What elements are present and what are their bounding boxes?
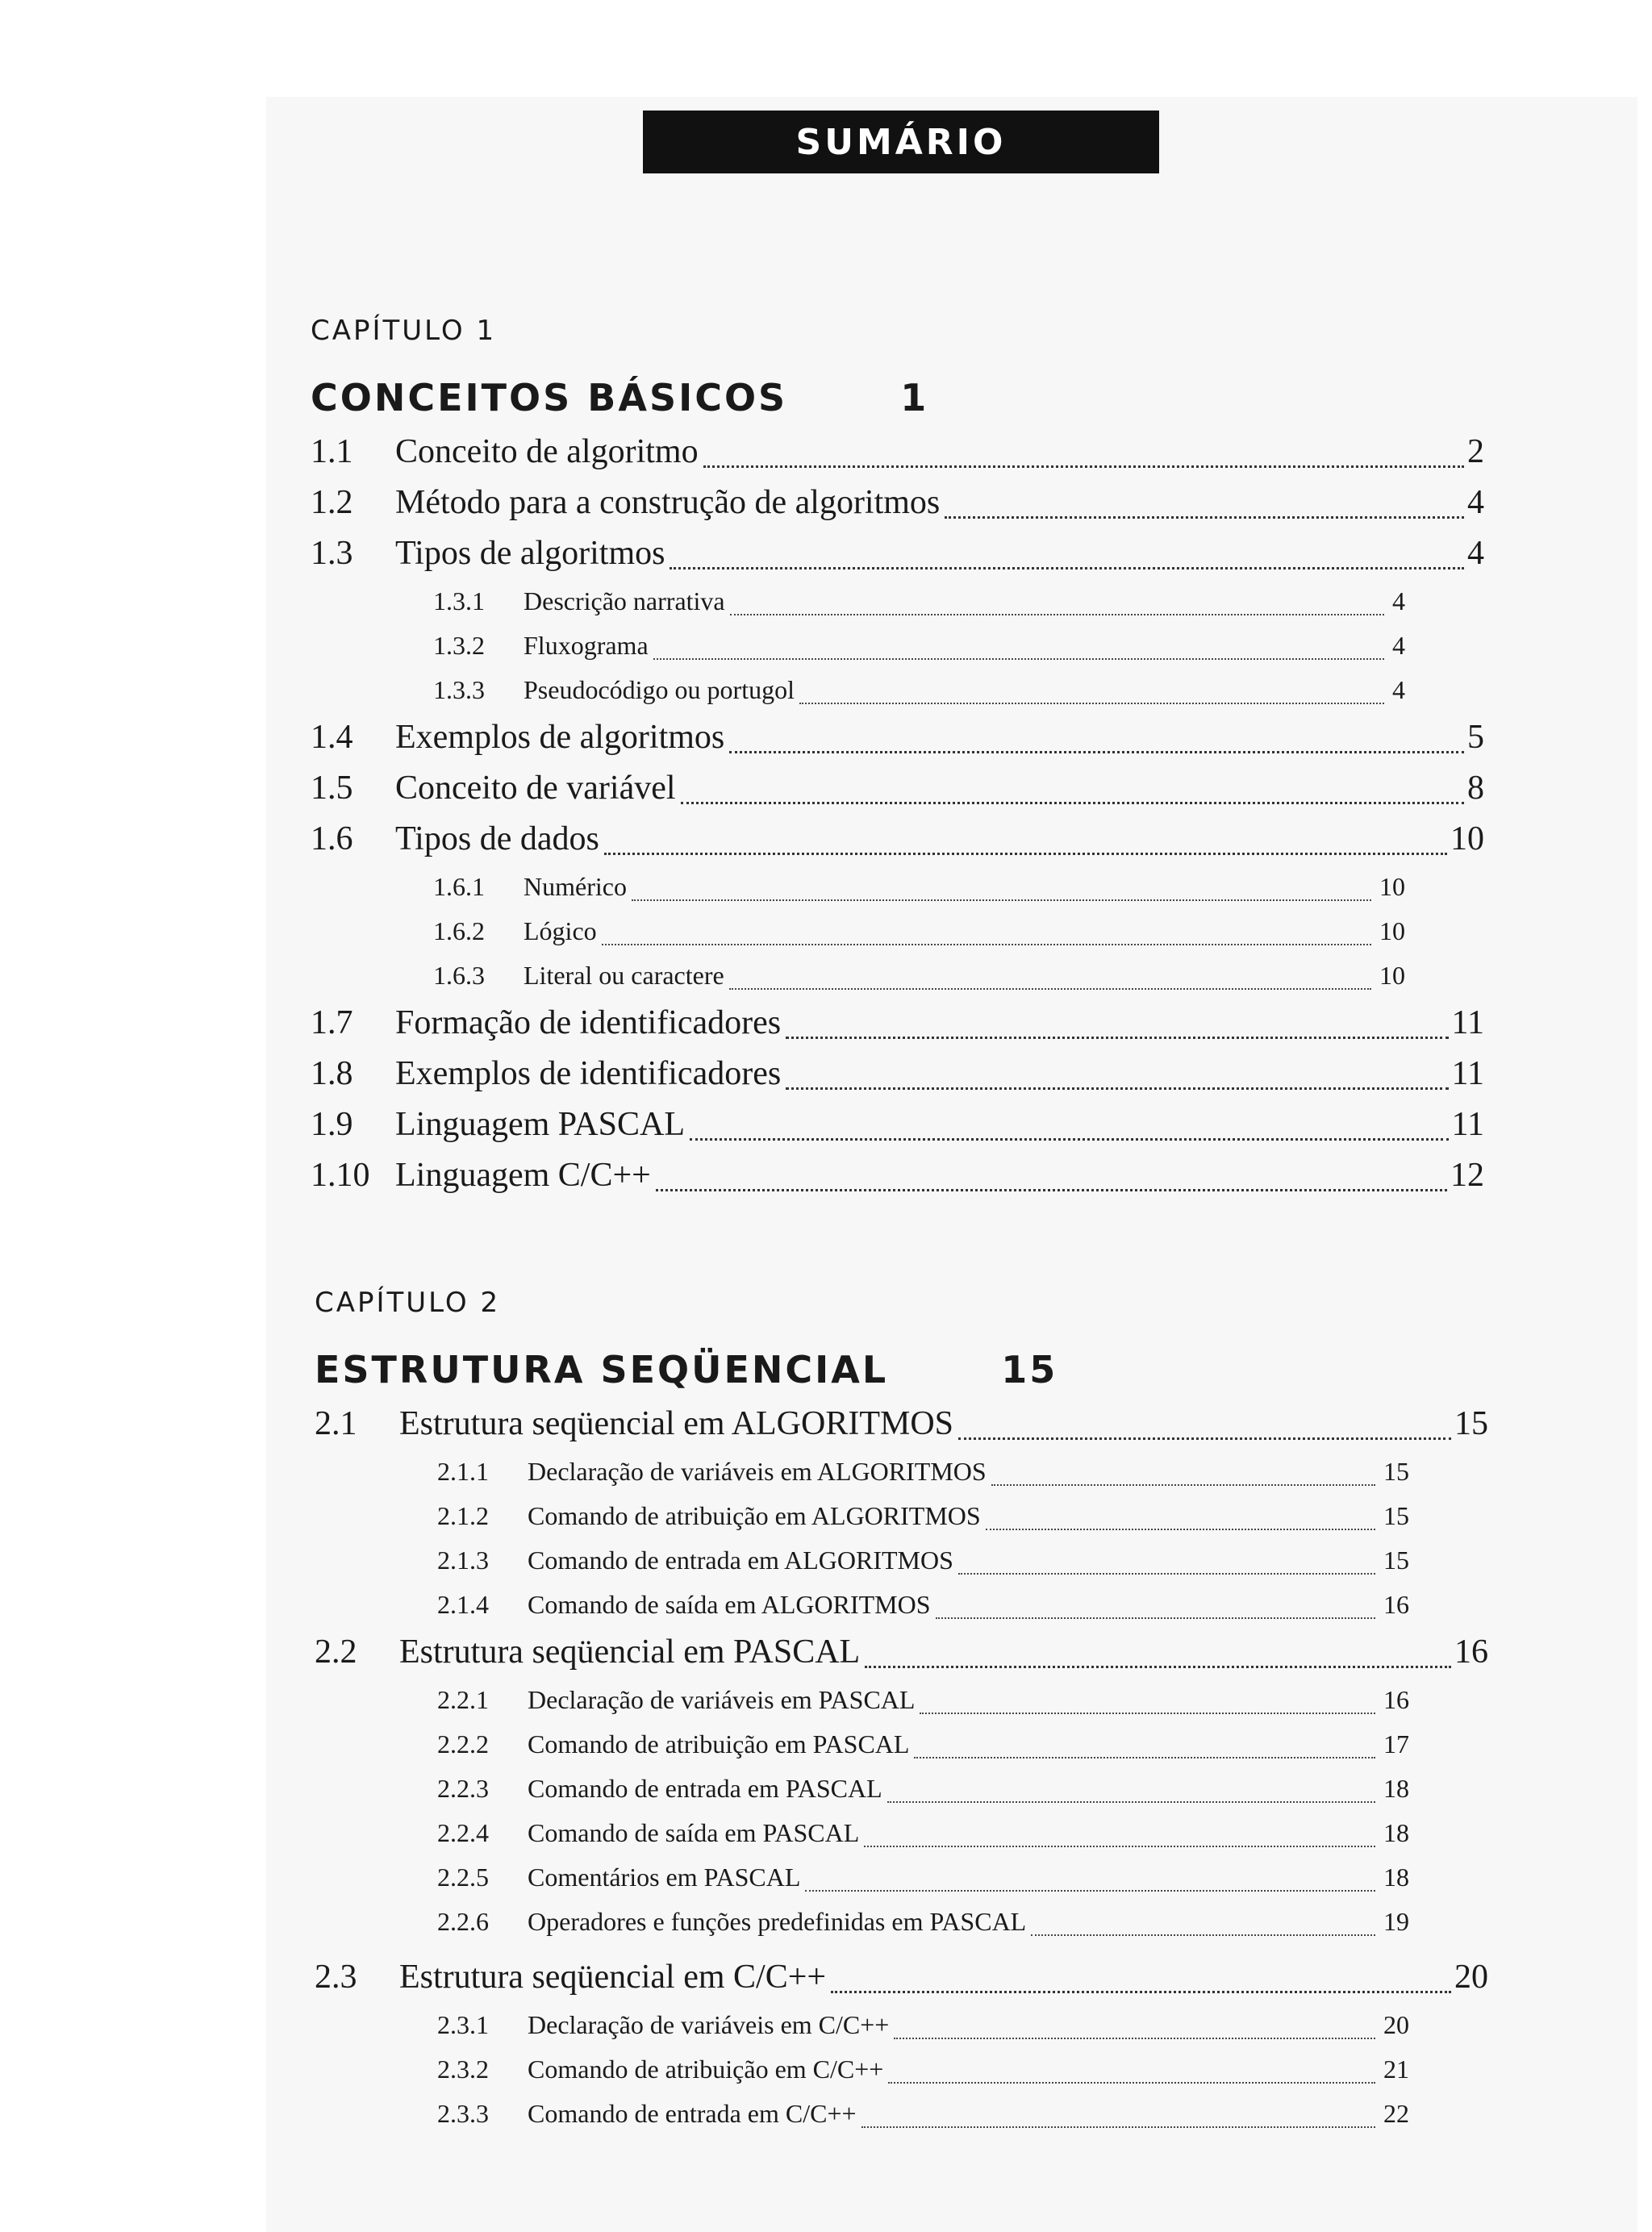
entry-page: 4 [1467,484,1484,521]
subentry-number: 1.3.1 [433,586,485,615]
subentry-title: Fluxograma [524,631,649,660]
toc-subentry[interactable] [437,1538,1409,1583]
subentry-page: 16 [1383,1685,1409,1714]
subentry-title: Comando de entrada em PASCAL [528,1774,882,1803]
chapter-title-text: ESTRUTURA SEQÜENCIAL [315,1348,889,1391]
dot-leader [786,1087,1448,1090]
summary-header [643,111,1159,173]
subentry-title: Declaração de variáveis em C/C++ [528,2010,890,2039]
chapter-1 [311,311,1521,1201]
toc-subentry[interactable] [437,1678,1409,1722]
dot-leader [656,1188,1447,1191]
subentry-number: 2.1.1 [437,1457,489,1486]
entry-title: Linguagem PASCAL [395,1106,685,1143]
entry-title: Estrutura seqüencial em C/C++ [399,1959,827,1996]
subentry-title: Descrição narrativa [524,586,725,615]
dot-leader [786,1036,1448,1039]
entry-title: Estrutura seqüencial em ALGORITMOS [399,1405,954,1442]
dot-leader [888,2081,1375,2084]
toc-subentry[interactable] [437,1811,1409,1855]
dot-leader [730,613,1384,615]
subentry-title: Comando de saída em ALGORITMOS [528,1590,931,1619]
subentry-number: 1.3.3 [433,675,485,704]
dot-leader [861,2126,1375,2128]
chapter-label: CAPÍTULO 1 [311,315,497,347]
toc-entry[interactable] [315,1627,1488,1678]
toc-subentry[interactable] [433,865,1405,909]
chapter-title [311,373,1521,422]
subentry-number: 2.1.4 [437,1590,489,1619]
chapter-label: CAPÍTULO 2 [315,1287,501,1319]
subentry-number: 2.3.1 [437,2010,489,2039]
toc-entry[interactable] [315,1399,1488,1450]
dot-leader [958,1572,1375,1575]
entry-number: 2.3 [315,1959,357,1996]
entry-title: Exemplos de algoritmos [395,719,725,756]
entry-number: 1.6 [311,820,353,857]
subentry-title: Literal ou caractere [524,961,724,990]
entry-page: 5 [1467,719,1484,756]
toc-entry[interactable] [315,1952,1488,2003]
dot-leader [653,657,1384,660]
toc-entry[interactable] [311,712,1484,763]
entry-number: 1.8 [311,1055,353,1092]
toc-entry[interactable] [311,1099,1484,1150]
chapter-title-text: CONCEITOS BÁSICOS [311,376,788,419]
toc-subentry[interactable] [437,2092,1409,2136]
dot-leader [681,801,1464,804]
entry-page: 11 [1451,1004,1484,1041]
toc-entry[interactable] [311,763,1484,814]
subentry-title: Pseudocódigo ou portugol [524,675,795,704]
subentry-page: 10 [1379,916,1405,945]
dot-leader [936,1617,1376,1619]
subentry-page: 15 [1383,1546,1409,1575]
toc-subentry[interactable] [437,1583,1409,1627]
subentry-page: 18 [1383,1863,1409,1892]
entry-page: 11 [1451,1055,1484,1092]
chapter-2 [315,1283,1525,2136]
subentry-page: 10 [1379,872,1405,901]
subentry-title: Comando de entrada em C/C++ [528,2099,857,2128]
subentry-number: 1.3.2 [433,631,485,660]
dot-leader [914,1756,1375,1758]
entry-page: 2 [1467,433,1484,470]
subentry-page: 10 [1379,961,1405,990]
entry-number: 1.3 [311,535,353,572]
subentry-number: 2.1.3 [437,1546,489,1575]
entry-title: Estrutura seqüencial em PASCAL [399,1633,861,1671]
chapter-title [315,1345,1525,1394]
subentry-page: 15 [1383,1457,1409,1486]
entry-title: Exemplos de identificadores [395,1055,782,1092]
dot-leader [729,750,1464,753]
dot-leader [703,465,1464,468]
dot-leader [799,702,1384,704]
dot-leader [991,1483,1375,1486]
subentry-title: Declaração de variáveis em ALGORITMOS [528,1457,987,1486]
entry-number: 1.2 [311,484,353,521]
subentry-page: 17 [1383,1729,1409,1758]
entry-title: Conceito de variável [395,770,676,807]
subentry-page: 22 [1383,2099,1409,2128]
dot-leader [920,1712,1375,1714]
toc-subentry[interactable] [437,1767,1409,1811]
entry-page: 20 [1454,1959,1488,1996]
entry-page: 11 [1451,1106,1484,1143]
subentry-title: Lógico [524,916,597,945]
chapter-page: 1 [900,376,929,419]
entry-number: 2.1 [315,1405,357,1442]
subentry-number: 2.2.5 [437,1863,489,1892]
toc-subentry[interactable] [433,624,1405,668]
dot-leader [865,1665,1451,1668]
subentry-number: 2.3.3 [437,2099,489,2128]
dot-leader [831,1990,1451,1993]
toc-subentry[interactable] [437,1855,1409,1900]
entry-number: 1.1 [311,433,353,470]
toc-entry[interactable] [311,1049,1484,1099]
entry-number: 2.2 [315,1633,357,1671]
entry-title: Tipos de algoritmos [395,535,665,572]
dot-leader [604,852,1447,855]
toc-entry[interactable] [311,1150,1484,1201]
dot-leader [1031,1934,1375,1936]
subentry-number: 2.2.6 [437,1907,489,1936]
dot-leader [670,566,1464,569]
subentry-title: Comentários em PASCAL [528,1863,801,1892]
subentry-page: 4 [1392,586,1405,615]
dot-leader [894,2037,1375,2039]
subentry-number: 1.6.3 [433,961,485,990]
toc-subentry[interactable] [437,2047,1409,2092]
dot-leader [945,515,1464,519]
subentry-title: Operadores e funções predefinidas em PASCAL [528,1907,1027,1936]
dot-leader [958,1437,1451,1440]
subentry-page: 15 [1383,1501,1409,1530]
entry-page: 12 [1450,1157,1484,1194]
subentry-page: 20 [1383,2010,1409,2039]
toc-entry[interactable] [311,998,1484,1049]
entry-number: 1.9 [311,1106,353,1143]
entry-page: 8 [1467,770,1484,807]
entry-title: Tipos de dados [395,820,599,857]
subentry-number: 2.2.3 [437,1774,489,1803]
chapter-page: 15 [1001,1348,1058,1391]
entry-number: 1.10 [311,1157,370,1194]
toc-subentry[interactable] [433,953,1405,998]
subentry-title: Comando de saída em PASCAL [528,1818,860,1847]
toc-subentry[interactable] [437,1722,1409,1767]
subentry-page: 16 [1383,1590,1409,1619]
toc-subentry[interactable] [437,1900,1409,1944]
dot-leader [632,899,1371,901]
entry-title: Conceito de algoritmo [395,433,699,470]
toc-subentry[interactable] [437,1450,1409,1494]
subentry-number: 2.2.2 [437,1729,489,1758]
subentry-title: Comando de atribuição em C/C++ [528,2055,884,2084]
subentry-title: Comando de atribuição em PASCAL [528,1729,910,1758]
toc-subentry[interactable] [433,668,1405,712]
entry-title: Formação de identificadores [395,1004,782,1041]
subentry-title: Comando de atribuição em ALGORITMOS [528,1501,981,1530]
entry-title: Método para a construção de algoritmos [395,484,941,521]
subentry-title: Comando de entrada em ALGORITMOS [528,1546,953,1575]
toc-subentry[interactable] [433,579,1405,624]
dot-leader [887,1800,1375,1803]
dot-leader [602,943,1371,945]
entry-title: Linguagem C/C++ [395,1157,651,1194]
entry-page: 10 [1450,820,1484,857]
subentry-title: Declaração de variáveis em PASCAL [528,1685,916,1714]
dot-leader [986,1528,1375,1530]
toc-subentry[interactable] [437,1494,1409,1538]
subentry-page: 18 [1383,1774,1409,1803]
subentry-number: 2.2.1 [437,1685,489,1714]
dot-leader [805,1889,1375,1892]
subentry-number: 2.3.2 [437,2055,489,2084]
dot-leader [690,1137,1449,1141]
entry-number: 1.7 [311,1004,353,1041]
toc-entry[interactable] [311,528,1484,579]
entry-number: 1.4 [311,719,353,756]
entry-page: 4 [1467,535,1484,572]
toc-entry[interactable] [311,478,1484,528]
subentry-page: 4 [1392,631,1405,660]
subentry-page: 4 [1392,675,1405,704]
dot-leader [864,1845,1375,1847]
summary-title: SUMÁRIO [795,121,1007,163]
subentry-number: 2.1.2 [437,1501,489,1530]
subentry-page: 19 [1383,1907,1409,1936]
subentry-page: 18 [1383,1818,1409,1847]
toc-entry[interactable] [311,814,1484,865]
entry-page: 15 [1454,1405,1488,1442]
dot-leader [729,987,1371,990]
subentry-number: 2.2.4 [437,1818,489,1847]
entry-number: 1.5 [311,770,353,807]
spacer [315,1944,1525,1952]
toc-subentry[interactable] [437,2003,1409,2047]
subentry-number: 1.6.1 [433,872,485,901]
subentry-title: Numérico [524,872,627,901]
toc-entry[interactable] [311,427,1484,478]
toc-subentry[interactable] [433,909,1405,953]
subentry-number: 1.6.2 [433,916,485,945]
subentry-page: 21 [1383,2055,1409,2084]
entry-page: 16 [1454,1633,1488,1671]
